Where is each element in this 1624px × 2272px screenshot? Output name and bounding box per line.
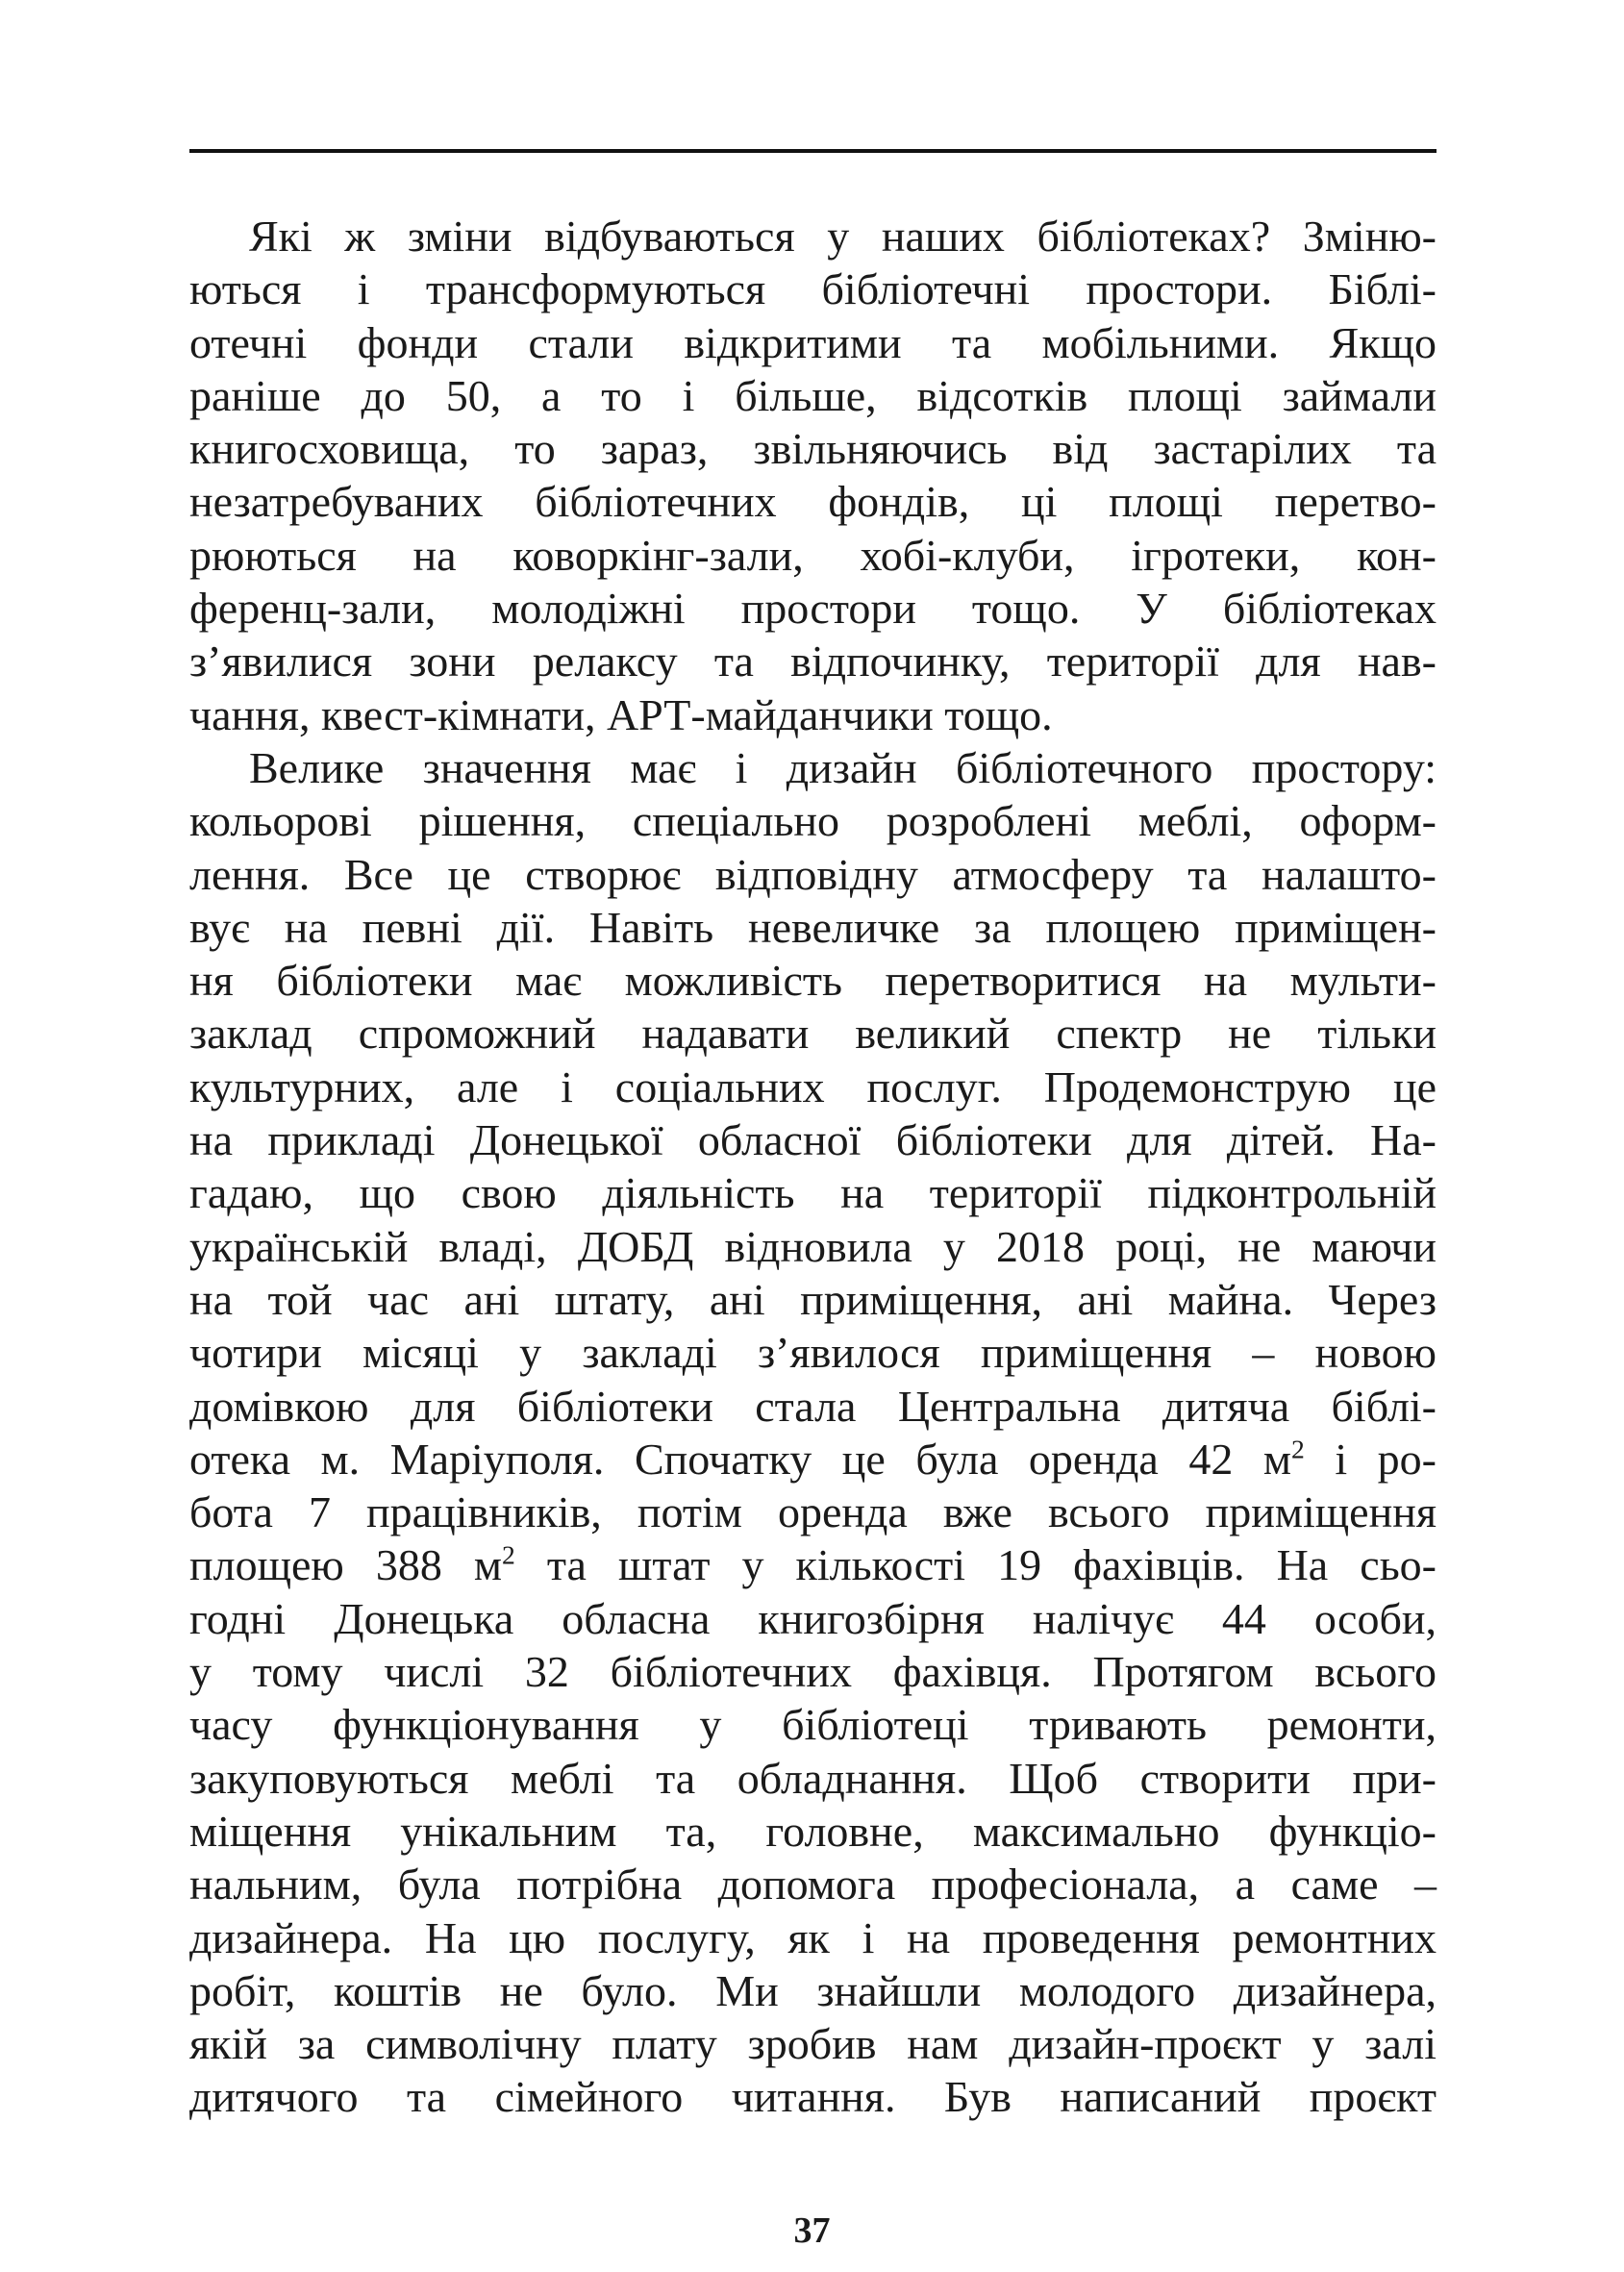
text-line: незатребуваних бібліотечних фондів, ці площі перетво- xyxy=(189,477,1437,527)
text-line: з’явилися зони релаксу та відпочинку, території для нав- xyxy=(189,637,1437,687)
text-line: отечні фонди стали відкритими та мобільними. Якщо xyxy=(189,317,1437,367)
text-line-with-superscript xyxy=(189,1433,1437,1486)
text-line: на прикладі Донецької обласної бібліотеки для дітей. На- xyxy=(189,1115,1437,1165)
text-line: робіт, коштів не було. Ми знайшли молодого дизайнера, xyxy=(189,1965,1437,2015)
text-line: бота 7 працівників, потім оренда вже всього приміщення xyxy=(189,1487,1437,1537)
text-line: дизайнера. На цю послугу, як і на проведення ремонтних xyxy=(189,1912,1437,1962)
text-line: якій за символічну плату зробив нам дизайн-проєкт у залі xyxy=(189,2019,1437,2069)
text-line: домівкою для бібліотеки стала Центральна дитяча біблі- xyxy=(189,1381,1437,1431)
text-segment: і ро- xyxy=(1304,1434,1437,1484)
text-line: рюються на коворкінг-зали, хобі-клуби, ігротеки, кон- xyxy=(189,530,1437,580)
text-line: чання, квест-кімнати, АРТ-майданчики тощо. xyxy=(189,689,1053,739)
superscript: 2 xyxy=(502,1540,515,1571)
text-line: раніше до 50, а то і більше, відсотків площі займали xyxy=(189,370,1437,420)
text-line: кольорові рішення, спеціально розроблені меблі, оформ- xyxy=(189,796,1437,846)
text-line: дитячого та сімейного читання. Був написаний проєкт xyxy=(189,2072,1437,2122)
superscript: 2 xyxy=(1291,1434,1305,1464)
text-line: часу функціонування у бібліотеці тривають ремонти, xyxy=(189,1700,1437,1750)
text-line: міщення унікальним та, головне, максимально функціо- xyxy=(189,1806,1437,1856)
text-segment: та штат у кількості 19 фахівців. На сьо- xyxy=(514,1540,1437,1590)
text-line: Велике значення має і дизайн бібліотечного простору: xyxy=(249,742,1437,792)
text-line: закуповуються меблі та обладнання. Щоб створити при- xyxy=(189,1753,1437,1803)
text-line: гадаю, що свою діяльність на території підконтрольній xyxy=(189,1168,1437,1218)
text-line: ються і трансформуються бібліотечні простори. Біблі- xyxy=(189,264,1437,314)
text-line: книгосховища, то зараз, звільняючись від застарілих та xyxy=(189,424,1437,474)
text-line: українській владі, ДОБД відновила у 2018 році, не маючи xyxy=(189,1221,1437,1271)
text-line: Які ж зміни відбуваються у наших бібліотеках? Зміню- xyxy=(249,212,1437,261)
text-line: ференц-зали, молодіжні простори тощо. У бібліотеках xyxy=(189,584,1437,634)
body-text xyxy=(189,210,1437,2124)
page-number: 37 xyxy=(793,2210,831,2251)
text-line: у тому числі 32 бібліотечних фахівця. Протягом всього xyxy=(189,1647,1437,1697)
text-line: лення. Все це створює відповідну атмосферу та налашто- xyxy=(189,849,1437,899)
text-segment: площею 388 м xyxy=(189,1540,503,1590)
text-line-with-superscript xyxy=(189,1538,1437,1591)
text-line: чотири місяці у закладі з’явилося приміщення – новою xyxy=(189,1328,1437,1378)
text-line: вує на певні дії. Навіть невеличке за площею приміщен- xyxy=(189,902,1437,952)
text-line: ня бібліотеки має можливість перетворитися на мульти- xyxy=(189,956,1437,1006)
text-line: культурних, але і соціальних послуг. Продемонструю це xyxy=(189,1061,1437,1111)
text-line: заклад спроможний надавати великий спектр не тільки xyxy=(189,1009,1437,1059)
text-segment: отека м. Маріуполя. Спочатку це була оренда 42 м xyxy=(189,1434,1291,1484)
header-rule xyxy=(189,149,1437,153)
text-line: нальним, була потрібна допомога професіонала, а саме – xyxy=(189,1860,1437,1910)
text-line: годні Донецька обласна книгозбірня налічує 44 особи, xyxy=(189,1593,1437,1643)
text-line: на той час ані штату, ані приміщення, ані майна. Через xyxy=(189,1274,1437,1324)
